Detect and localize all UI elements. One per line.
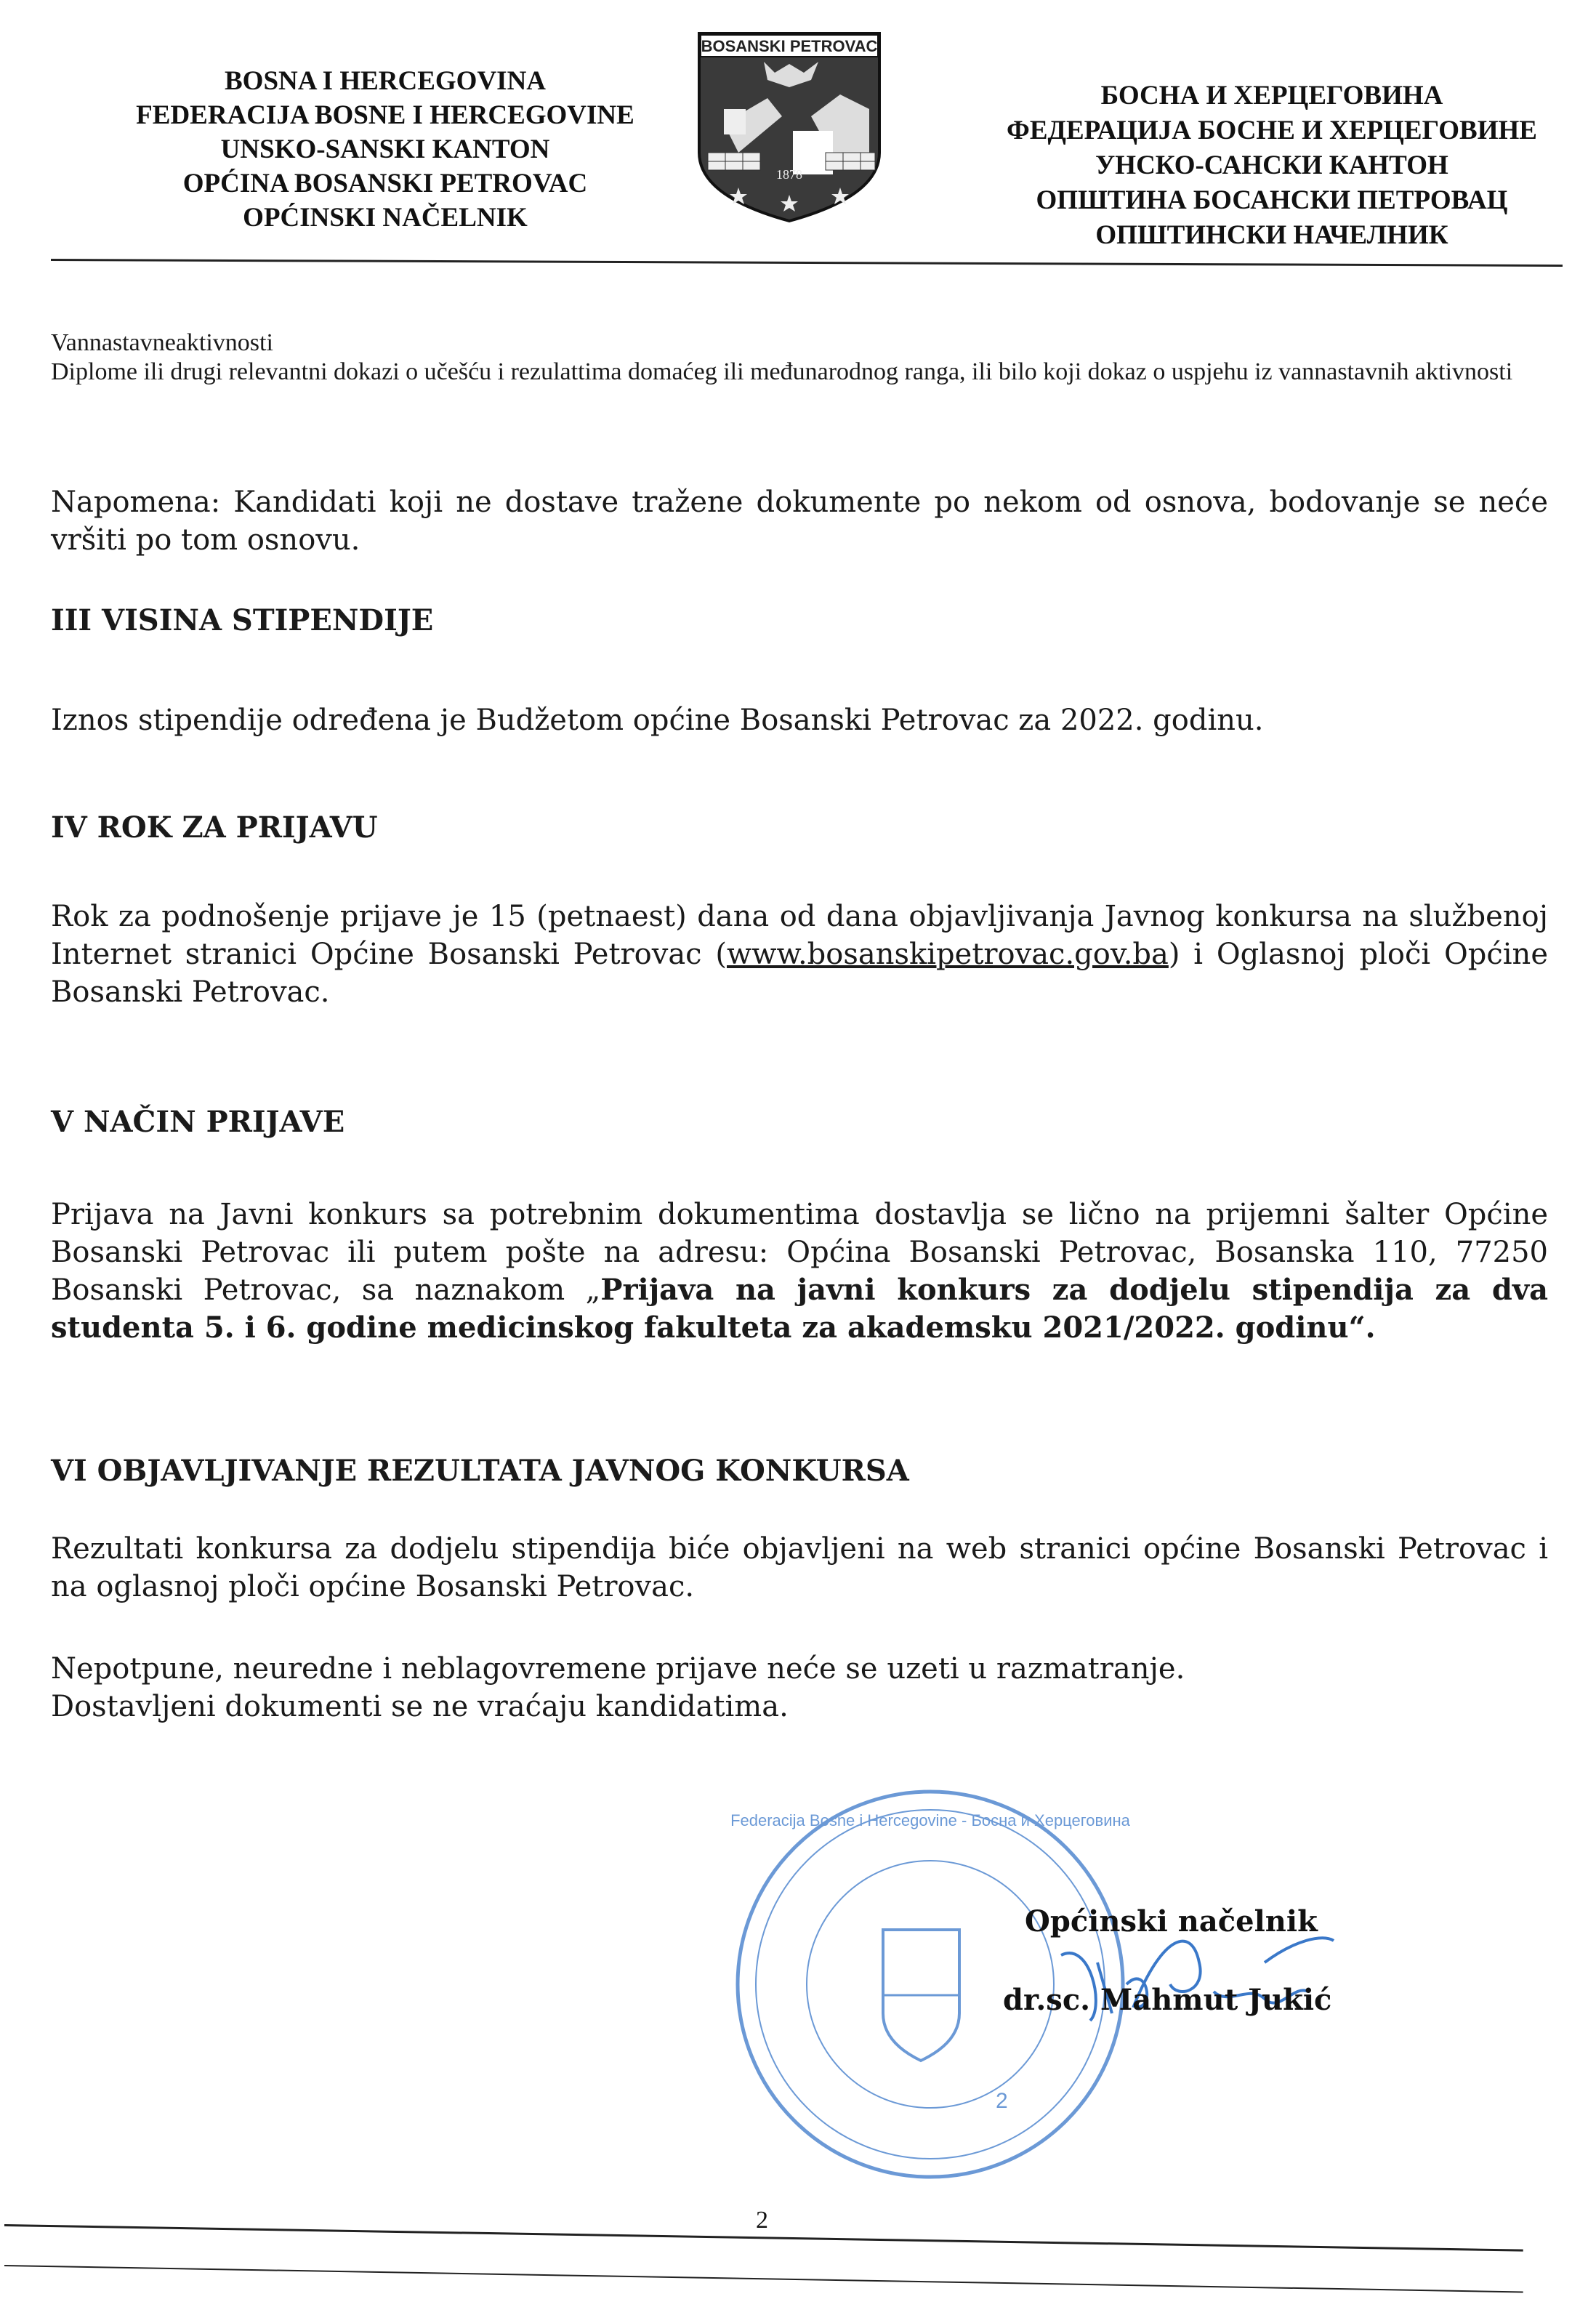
application-label-bold: Prijava na javni konkurs za dodjelu stipendija za dva studenta 5. i 6. godine medicinskog fakulteta za akademsku 2021/2022. godinu“. — [51, 1273, 1548, 1345]
application-text: Prijava na Javni konkurs sa potrebnim dokumentima dostavlja se lično na prijemni šalter Općine Bosanski Petrovac ili putem pošte na adresu: Općina Bosanski Petrovac, Bosanska 110, 77250 Bosanski Petrovac, sa naznakom „ — [51, 1198, 1548, 1307]
header-latin-line: OPĆINA BOSANSKI PETROVAC — [182, 169, 588, 198]
stamp-outer-text: Federacija Bosne i Hercegovine - Босна и Херцеговина — [730, 1811, 1130, 1829]
header-cyrillic-line: УНСКО-САНСКИ КАНТОН — [1095, 150, 1448, 180]
extracurricular-text: Diplome ili drugi relevantni dokazi o učešću i rezulattima domaćeg ili međunarodnog ranga, ili bilo koji dokaz o uspjehu iz vannastavnih aktivnosti — [51, 358, 1513, 385]
stamp-number: 2 — [996, 2089, 1008, 2113]
section-heading: V NAČIN PRIJAVE — [51, 1105, 345, 1139]
signatory-name: dr.sc. Mahmut Jukić — [1003, 1983, 1332, 2017]
header-divider — [51, 259, 1563, 267]
header-latin — [94, 64, 676, 235]
section-text: Iznos stipendije određena je Budžetom općine Bosanski Petrovac za 2022. godinu. — [51, 704, 1264, 737]
header-latin-line: BOSNA I HERCEGOVINA — [224, 66, 547, 96]
deadline-text: Rok za podnošenje prijave je 15 (petnaest) dana od dana objavljivanja Javnog konkursa na službenoj Internet stranici Općine Bosanski Petrovac ( — [51, 900, 1548, 971]
section-text: Rezultati konkursa za dodjelu stipendija biće objavljeni na web stranici općine Bosanski Petrovac i na oglasnoj ploči općine Bosanski Petrovac. — [51, 1532, 1548, 1603]
section-heading: III VISINA STIPENDIJE — [51, 603, 434, 637]
header-cyrillic-line: ОПШТИНСКИ НАЧЕЛНИК — [1095, 220, 1448, 250]
crest-banner-text: BOSANSKI PETROVAC — [701, 37, 878, 55]
header-cyrillic-line: БОСНА И ХЕРЦЕГОВИНА — [1100, 81, 1443, 110]
deadline-text-end: ) i Oglasnoj ploči Općine Bosanski Petrovac. — [51, 938, 1548, 1009]
section-text — [51, 1196, 1548, 1347]
extracurricular-block — [51, 329, 1533, 387]
signatory-title: Općinski načelnik — [1025, 1904, 1318, 1938]
note-paragraph: Napomena: Kandidati koji ne dostave tražene dokumente po nekom od osnova, bodovanje se neće vršiti po tom osnovu. — [51, 486, 1548, 557]
section-heading: IV ROK ZA PRIJAVU — [51, 810, 378, 845]
header-latin-line: OPĆINSKI NAČELNIK — [243, 203, 528, 233]
header-cyrillic-line: ОПШТИНА БОСАНСКИ ПЕТРОВАЦ — [1036, 185, 1508, 215]
section-heading: VI OBJAVLJIVANJE REZULTATA JAVNOG KONKURSA — [51, 1454, 909, 1488]
footer-divider — [4, 2265, 1523, 2292]
closing-line: Dostavljeni dokumenti se ne vraćaju kandidatima. — [51, 1690, 789, 1723]
closing-line: Nepotpune, neuredne i neblagovremene prijave neće se uzeti u razmatranje. — [51, 1652, 1185, 1686]
header-cyrillic-line: ФЕДЕРАЦИЈА БОСНЕ И ХЕРЦЕГОВИНЕ — [1007, 116, 1537, 145]
section-text — [51, 898, 1548, 1011]
closing-block — [51, 1650, 1548, 1726]
crest-year: 1878 — [776, 167, 802, 182]
page-number: 2 — [756, 2207, 768, 2234]
header-latin-line: UNSKO-SANSKI KANTON — [220, 134, 550, 164]
header-cyrillic — [959, 78, 1584, 253]
municipality-crest-icon — [695, 29, 884, 225]
header-latin-line: FEDERACIJA BOSNE I HERCEGOVINE — [136, 100, 634, 130]
website-link[interactable]: www.bosanskipetrovac.gov.ba — [726, 938, 1169, 971]
extracurricular-label: Vannastavneaktivnosti — [51, 329, 273, 356]
